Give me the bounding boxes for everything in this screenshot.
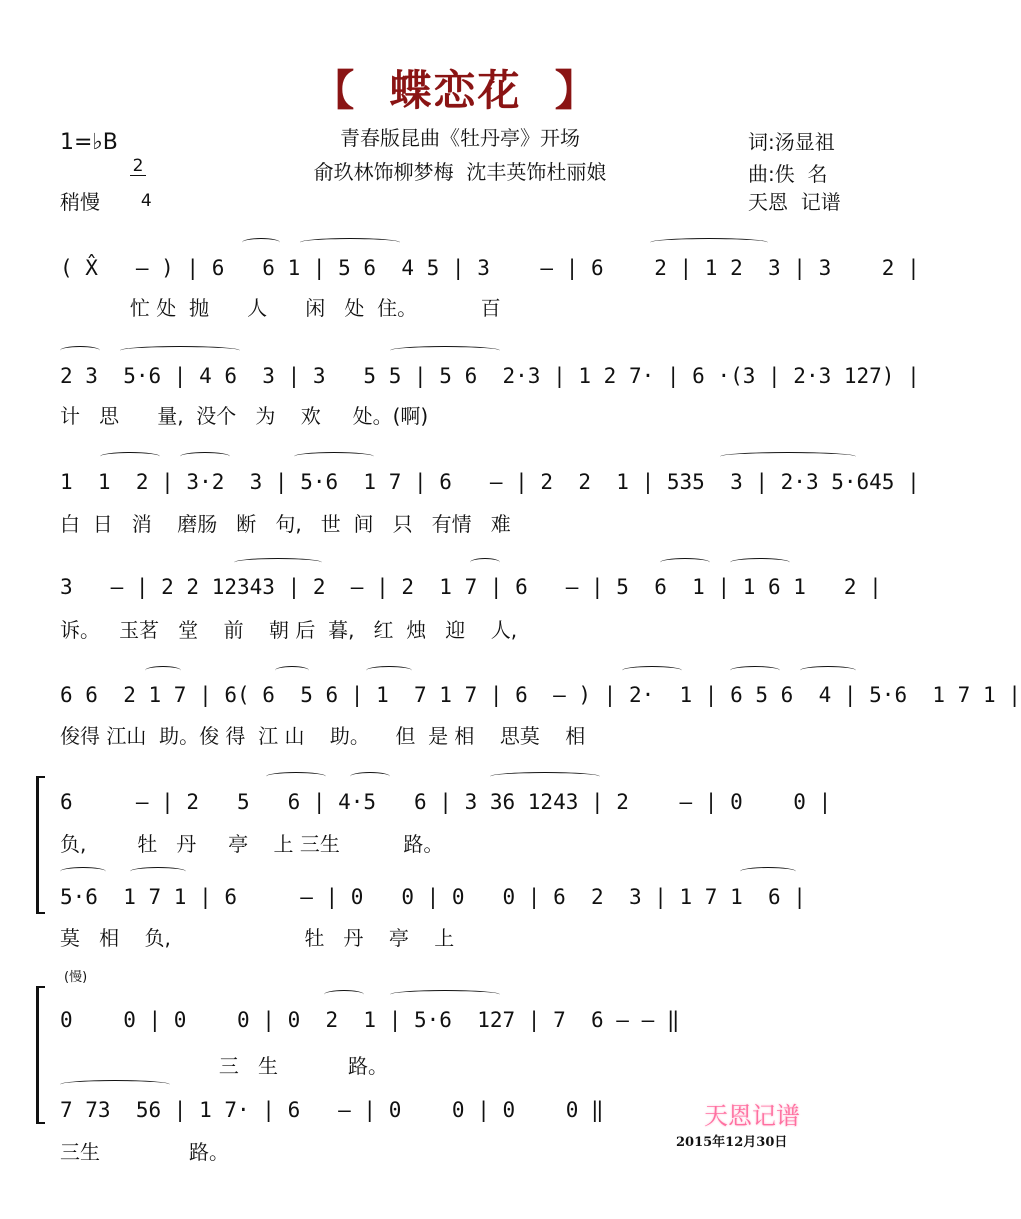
date-stamp: 2015年12月30日 xyxy=(676,1135,788,1150)
slur xyxy=(740,867,796,876)
slur xyxy=(100,452,160,461)
notation-line: ( X̂ – ) | 6 6 1 | 5 6 4 5 | 3 – | 6 2 | 1 2 3 | 3 2 | xyxy=(60,256,920,280)
lyric-line: 负, 牡 丹 亭 上 三生 路。 xyxy=(60,832,444,856)
time-signature xyxy=(130,124,152,211)
lyric-line: 白 日 消 磨肠 断 句, 世 间 只 有情 难 xyxy=(60,512,511,536)
lyric-line: 莫 相 负, 牡 丹 亭 上 xyxy=(60,926,455,950)
lyric-line: 计 思 量, 没个 为 欢 处。(啊) xyxy=(60,404,429,428)
tempo-marking: 稍慢 xyxy=(60,190,100,214)
slur xyxy=(324,990,364,999)
lyric-line: 三生 路。 xyxy=(60,1140,230,1164)
slur xyxy=(294,452,374,461)
slur xyxy=(120,346,240,355)
slur xyxy=(366,666,412,675)
notation-line: 5·6 1 7 1 | 6 – | 0 0 | 0 0 | 6 2 3 | 1 7 1 6 | xyxy=(60,885,806,909)
transcriber: 天恩 记谱 xyxy=(748,190,841,214)
key-signature: 1=♭B xyxy=(60,130,118,155)
time-signature-top: 2 xyxy=(130,158,146,176)
slur xyxy=(242,238,280,247)
notation-line: 3 – | 2 2 12343 | 2 – | 2 1 7 | 6 – | 5 6 1 | 1 6 1 2 | xyxy=(60,575,882,599)
slow-marking: (慢) xyxy=(64,970,88,985)
slur xyxy=(266,772,326,781)
watermark: 天恩记谱 xyxy=(704,1102,800,1130)
slur xyxy=(60,1080,170,1089)
notation-line: 6 6 2 1 7 | 6( 6 5 6 | 1 7 1 7 | 6 – ) | 2· 1 | 6 5 6 4 | 5·6 1 7 1 | xyxy=(60,683,1021,707)
slur xyxy=(145,666,181,675)
page-title: 【 蝶恋花 】 xyxy=(312,66,599,115)
lyric-line: 俊得 江山 助。俊 得 江 山 助。 但 是 相 思莫 相 xyxy=(60,724,586,748)
slur xyxy=(622,666,682,675)
slur xyxy=(730,666,780,675)
slur xyxy=(350,772,390,781)
slur xyxy=(490,772,600,781)
notation-line: 1 1 2 | 3·2 3 | 5·6 1 7 | 6 – | 2 2 1 | 535 3 | 2·3 5·645 | xyxy=(60,470,920,494)
slur xyxy=(390,346,500,355)
notation-line: 0 0 | 0 0 | 0 2 1 | 5·6 127 | 7 6 – – ‖ xyxy=(60,1008,680,1032)
time-signature-bottom: 4 xyxy=(140,191,152,211)
slur xyxy=(650,238,768,247)
slur xyxy=(390,990,500,999)
subtitle-1: 青春版昆曲《牡丹亭》开场 xyxy=(340,126,580,150)
lyric-line: 诉。 玉茗 堂 前 朝 后 暮, 红 烛 迎 人, xyxy=(60,618,518,642)
slur xyxy=(800,666,856,675)
subtitle-2: 俞玖林饰柳梦梅 沈丰英饰杜丽娘 xyxy=(313,160,607,184)
slur xyxy=(660,558,710,567)
staff-bracket xyxy=(36,986,45,1124)
slur xyxy=(130,867,186,876)
slur xyxy=(300,238,400,247)
lyricist: 词:汤显祖 xyxy=(748,130,835,154)
lyric-line: 忙 处 抛 人 闲 处 住。 百 xyxy=(60,296,501,320)
staff-bracket xyxy=(36,776,45,914)
slur xyxy=(234,558,322,567)
slur xyxy=(60,346,100,355)
notation-line: 7 73 56 | 1 7· | 6 – | 0 0 | 0 0 ‖ xyxy=(60,1098,604,1122)
slur xyxy=(60,867,106,876)
slur xyxy=(470,558,500,567)
slur xyxy=(720,452,856,461)
slur xyxy=(730,558,790,567)
notation-line: 2 3 5·6 | 4 6 3 | 3 5 5 | 5 6 2·3 | 1 2 7· | 6 ·(3 | 2·3 127) | xyxy=(60,364,920,388)
slur xyxy=(180,452,230,461)
lyric-line: 三 生 路。 xyxy=(60,1054,388,1078)
composer: 曲:佚 名 xyxy=(748,162,828,186)
notation-line: 6 – | 2 5 6 | 4·5 6 | 3 36 1243 | 2 – | 0 0 | xyxy=(60,790,832,814)
slur xyxy=(275,666,309,675)
